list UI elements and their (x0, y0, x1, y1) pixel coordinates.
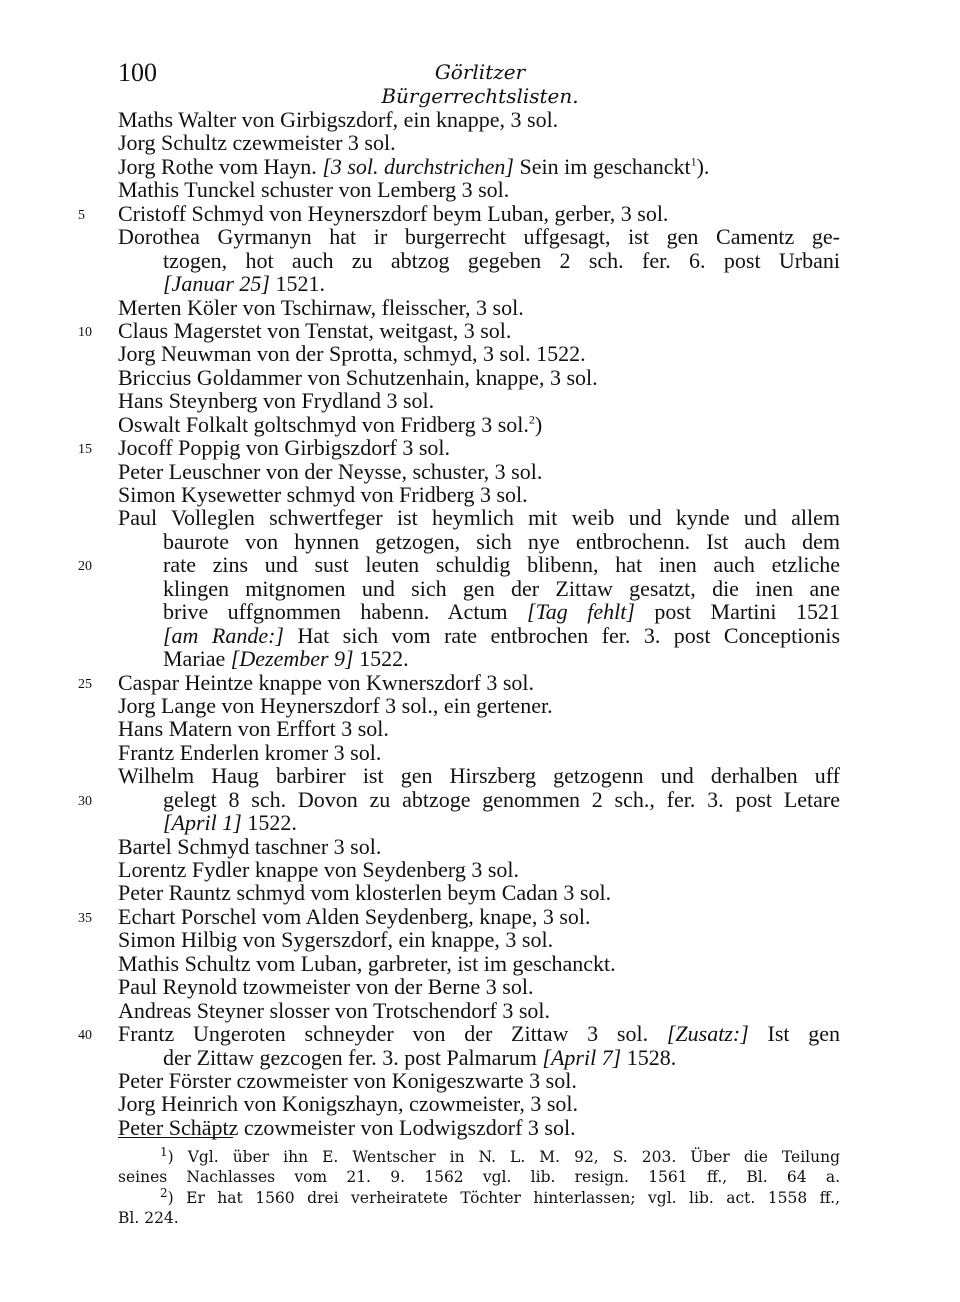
footnote-2-line-1: $^2$) Er hat 1560 drei verheiratete Töchter hinterlassen; vgl. lib. act. 1558 ff., (160, 1185, 840, 1207)
footnote-1 (118, 1144, 840, 1187)
entry-text: Peter Förster czowmeister von Konigeszwarte 3 sol. (118, 1067, 577, 1093)
footnote-1-line-2: seines Nachlasses vom 21. 9. 1562 vgl. lib. resign. 1561 ff., Bl. 64 a. (118, 1168, 840, 1186)
entry-line (0, 108, 960, 131)
entry-text: Briccius Goldammer von Schutzenhain, knappe, 3 sol. (118, 364, 598, 390)
entry-text: Peter Leuschner von der Neysse, schuster, 3 sol. (118, 458, 543, 484)
entry-line (0, 1092, 960, 1115)
entry-line (0, 436, 960, 459)
entry-line (0, 952, 960, 975)
entry-text: Echart Porschel vom Alden Seydenberg, knape, 3 sol. (118, 903, 591, 929)
entry-line (0, 366, 960, 389)
entry-line (0, 717, 960, 740)
entry-text: Jorg Neuwman von der Sprotta, schmyd, 3 sol. 1522. (118, 341, 586, 367)
entry-text: Dorothea Gyrmanyn hat ir burgerrecht uffgesagt, ist gen Camentz ge- (118, 224, 840, 250)
entry-text: Mathis Schultz vom Luban, garbreter, ist im geschanckt. (118, 950, 616, 976)
page-number: 100 (118, 58, 157, 87)
footnote-marker: 2 (528, 412, 535, 427)
entry-line (0, 741, 960, 764)
entry-text: Jocoff Poppig von Girbigszdorf 3 sol. (118, 435, 451, 461)
entry-text: Lorentz Fydler knappe von Seydenberg 3 sol. (118, 857, 520, 882)
line-number: 30 (78, 793, 92, 809)
entry-text: Wilhelm Haug barbirer ist gen Hirszberg getzogenn und derhalben uff (118, 763, 840, 789)
editorial-note: [3 sol. durchstrichen] (322, 153, 514, 179)
entry-line (0, 1116, 960, 1139)
entry-line (0, 1022, 960, 1045)
footnote-marker: 1 (690, 154, 697, 169)
entry-line (0, 999, 960, 1022)
line-number: 25 (78, 676, 92, 692)
entry-text: Simon Hilbig von Sygerszdorf, ein knappe, 3 sol. (118, 927, 554, 953)
entry-line (0, 272, 960, 295)
entry-text: Jorg Rothe vom Hayn. [3 sol. durchstrichen] Sein im geschanckt$^1$). (118, 153, 710, 179)
editorial-note: [Tag fehlt] (527, 599, 635, 625)
entry-text: klingen mitgnomen und sich gen der Zittaw gesatzt, die inen ane (163, 575, 840, 601)
entry-text: Mariae [Dezember 9] 1522. (163, 646, 409, 672)
entry-line (0, 647, 960, 670)
entry-text: Bartel Schmyd taschner 3 sol. (118, 833, 382, 859)
editorial-note: [Dezember 9] (230, 646, 354, 672)
entry-line (0, 788, 960, 811)
entry-line (0, 178, 960, 201)
running-title: Görlitzer Bürgerrechtslisten. (381, 60, 579, 108)
line-number: 35 (78, 910, 92, 926)
entry-text: Andreas Steyner slosser von Trotschendorf 3 sol. (118, 997, 551, 1023)
entry-text: Merten Köler von Tschirnaw, fleisscher, 3 sol. (118, 294, 524, 320)
entry-line (0, 835, 960, 858)
entry-text: Jorg Heinrich von Konigszhayn, czowmeister, 3 sol. (118, 1091, 579, 1117)
entry-text: gelegt 8 sch. Dovon zu abtzoge genommen 2 sch., fer. 3. post Letare (163, 786, 840, 812)
entry-text: Simon Kysewetter schmyd von Fridberg 3 sol. (118, 482, 528, 507)
entry-text: Paul Volleglen schwertfeger ist heymlich mit weib und kynde und allem (118, 505, 840, 531)
entry-text: Jorg Lange von Heynerszdorf 3 sol., ein gertener. (118, 692, 553, 718)
line-number: 5 (78, 207, 85, 223)
entry-line (0, 389, 960, 412)
entry-line (0, 483, 960, 506)
editorial-note: [am Rande:] (163, 622, 284, 648)
entry-line (0, 905, 960, 928)
entry-line (0, 460, 960, 483)
entry-text: [April 1] 1522. (163, 810, 297, 836)
entry-text: baurote von hynnen getzogen, sich nye entbrochenn. Ist auch dem (163, 528, 840, 554)
entry-line (0, 553, 960, 576)
entry-line (0, 624, 960, 647)
entry-line (0, 928, 960, 951)
entry-line (0, 131, 960, 154)
entry-text: Frantz Enderlen kromer 3 sol. (118, 739, 382, 765)
entry-line (0, 671, 960, 694)
entry-text: Claus Magerstet von Tenstat, weitgast, 3 sol. (118, 317, 512, 343)
entry-text: Frantz Ungeroten schneyder von der Zittaw 3 sol. [Zusatz:] Ist gen (118, 1021, 841, 1047)
entry-text: [Januar 25] 1521. (163, 271, 325, 297)
entry-text: Maths Walter von Girbigszdorf, ein knappe, 3 sol. (118, 107, 559, 132)
line-number: 10 (78, 324, 92, 340)
entry-text: Hans Matern von Erffort 3 sol. (118, 716, 389, 742)
entry-line (0, 975, 960, 998)
register-entries (0, 108, 960, 1139)
entry-text: Hans Steynberg von Frydland 3 sol. (118, 388, 435, 414)
entry-text: [am Rande:] Hat sich vom rate entbrochen fer. 3. post Conceptionis (163, 622, 841, 648)
editorial-note: [Januar 25] (163, 271, 270, 297)
entry-line (0, 225, 960, 248)
entry-line (0, 249, 960, 272)
entry-line (0, 764, 960, 787)
line-number: 20 (78, 559, 92, 575)
entry-line (0, 858, 960, 881)
entry-line (0, 530, 960, 553)
entry-line (0, 413, 960, 436)
entry-line (0, 342, 960, 365)
entry-line (0, 577, 960, 600)
editorial-note: [Zusatz:] (666, 1021, 749, 1047)
entry-text: Cristoff Schmyd von Heynerszdorf beym Luban, gerber, 3 sol. (118, 200, 669, 226)
entry-text: Caspar Heintze knappe von Kwnerszdorf 3 sol. (118, 669, 535, 695)
entry-line (0, 319, 960, 342)
line-number: 15 (78, 442, 92, 458)
entry-text: Paul Reynold tzowmeister von der Berne 3 sol. (118, 974, 534, 1000)
entry-line (0, 155, 960, 178)
footnote-2 (118, 1185, 840, 1228)
entry-line (0, 600, 960, 623)
entry-text: Mathis Tunckel schuster von Lemberg 3 sol. (118, 177, 510, 203)
entry-text: rate zins und sust leuten schuldig blibenn, hat inen auch etzliche (163, 552, 840, 578)
editorial-note: [April 1] (163, 810, 242, 836)
entry-text: brive uffgnommen habenn. Actum [Tag fehlt] post Martini 1521 (163, 599, 841, 625)
entry-text: Jorg Schultz czewmeister 3 sol. (118, 130, 396, 156)
entry-text: der Zittaw gezcogen fer. 3. post Palmarum [April 7] 1528. (163, 1044, 677, 1070)
footnote-2-line-2: Bl. 224. (118, 1209, 179, 1227)
entry-text: Peter Schäptz czowmeister von Lodwigszdorf 3 sol. (118, 1114, 576, 1140)
entry-line (0, 506, 960, 529)
entry-text: Oswalt Folkalt goltschmyd von Fridberg 3 sol.$^2$) (118, 411, 543, 437)
entry-line (0, 202, 960, 225)
footnote-1-line-1: $^1$) Vgl. über ihn E. Wentscher in N. L. M. 92, S. 203. Über die Teilung (160, 1144, 840, 1166)
entry-line (0, 811, 960, 834)
entry-line (0, 1069, 960, 1092)
entry-line (0, 296, 960, 319)
entry-line (0, 694, 960, 717)
entry-text: Peter Rauntz schmyd vom klosterlen beym Cadan 3 sol. (118, 880, 612, 906)
line-number: 40 (78, 1028, 92, 1044)
footnote-rule (118, 1137, 233, 1138)
editorial-note: [April 7] (542, 1044, 622, 1070)
entry-line (0, 1046, 960, 1069)
entry-text: tzogen, hot auch zu abtzog gegeben 2 sch. fer. 6. post Urbani (163, 247, 840, 273)
entry-line (0, 881, 960, 904)
